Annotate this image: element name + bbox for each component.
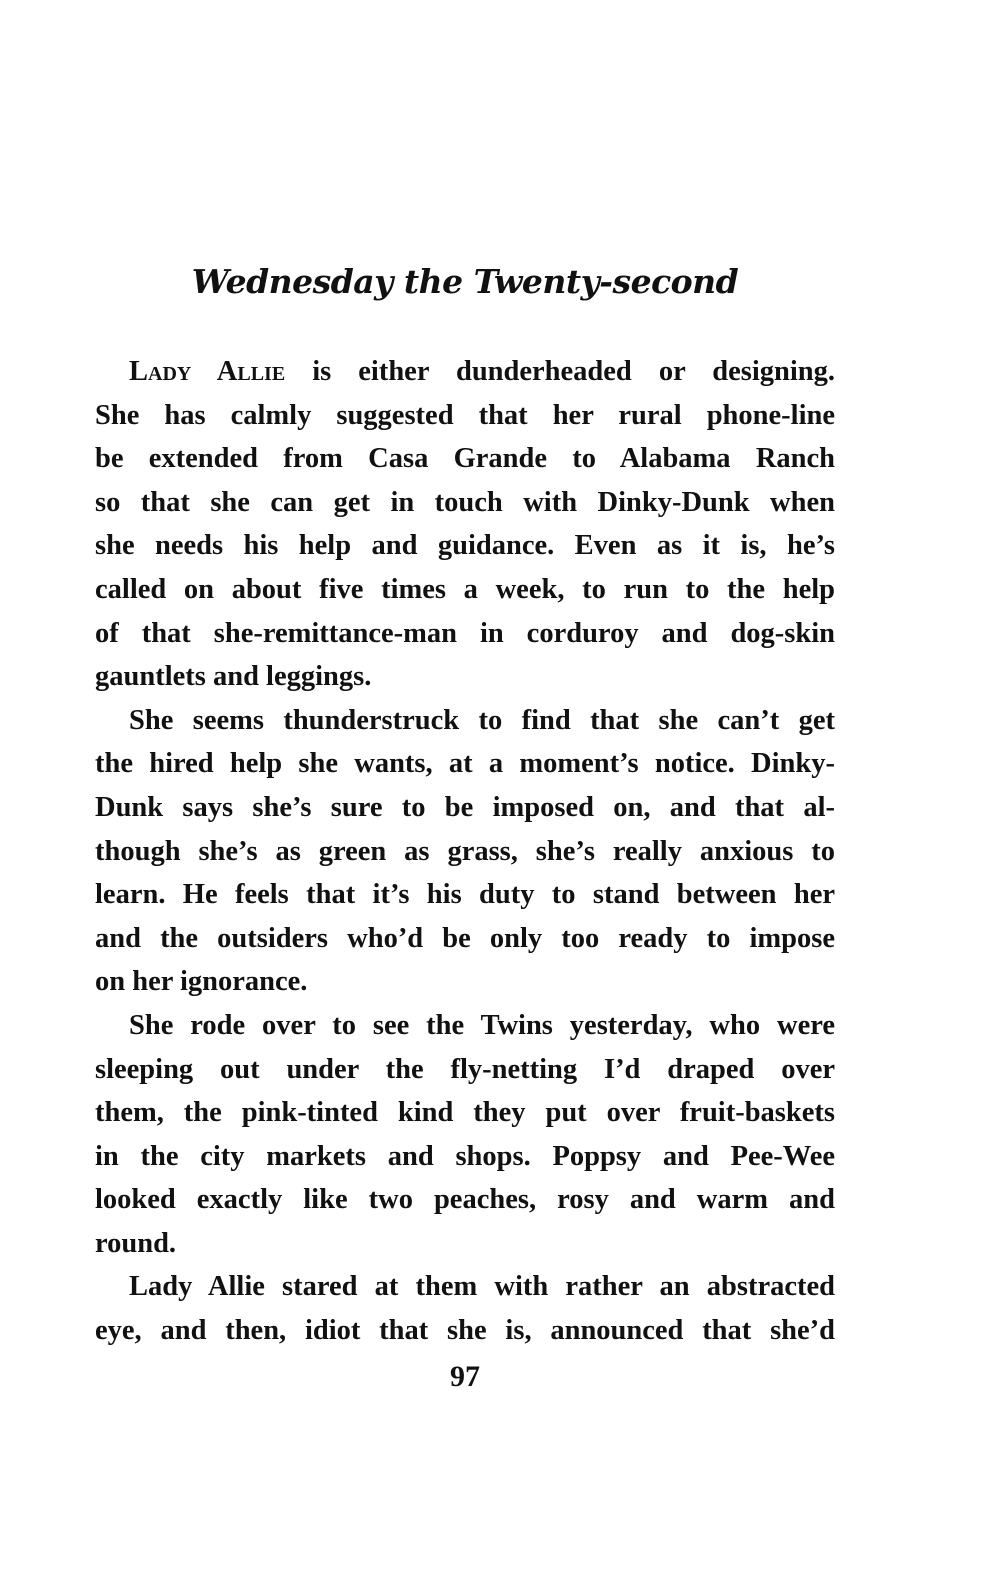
body-text <box>95 350 835 1353</box>
text-line: of that she-remittance-man in corduroy and dog-skin <box>95 617 835 649</box>
chapter-heading: Wednesday the Twenty-second <box>191 262 739 301</box>
text-line: Lady Allie is either dunderheaded or designing. <box>129 356 835 387</box>
paragraph-3 <box>95 1004 835 1266</box>
text-line: them, the pink-tinted kind they put over fruit-baskets <box>95 1097 835 1129</box>
text-line: eye, and then, idiot that she is, announced that she’d <box>95 1315 835 1347</box>
text-line: and the outsiders who’d be only too ready to impose <box>95 922 835 954</box>
text-line: Dunk says she’s sure to be imposed on, and that al- <box>95 791 835 823</box>
text-line: learn. He feels that it’s his duty to stand between her <box>95 879 835 911</box>
paragraph-1 <box>95 350 835 699</box>
text-line: gauntlets and leggings. <box>95 661 372 693</box>
page-number: 97 <box>450 1360 480 1393</box>
text-line: though she’s as green as grass, she’s really anxious to <box>95 835 835 867</box>
paragraph-4 <box>95 1265 835 1352</box>
text-line: round. <box>95 1227 177 1259</box>
text-line: in the city markets and shops. Poppsy and Pee-Wee <box>95 1140 835 1172</box>
text-line: on her ignorance. <box>95 966 308 998</box>
lead-small-caps: Lady Allie <box>129 356 286 387</box>
text-line: sleeping out under the fly-netting I’d draped over <box>95 1053 835 1085</box>
text-line: looked exactly like two peaches, rosy and warm and <box>95 1184 835 1216</box>
text-line: the hired help she wants, at a moment’s notice. Dinky- <box>95 748 835 780</box>
text-line: She has calmly suggested that her rural phone-line <box>95 399 835 431</box>
text-line: called on about five times a week, to run to the help <box>95 573 835 605</box>
text-line: Lady Allie stared at them with rather an abstracted <box>129 1271 835 1303</box>
text-line: be extended from Casa Grande to Alabama Ranch <box>95 443 835 475</box>
text-line: she needs his help and guidance. Even as it is, he’s <box>95 530 835 562</box>
paragraph-2 <box>95 699 835 1004</box>
text-line: She seems thunderstruck to find that she can’t get <box>129 704 835 736</box>
text-line: She rode over to see the Twins yesterday, who were <box>129 1009 835 1041</box>
text-line: so that she can get in touch with Dinky-Dunk when <box>95 486 835 518</box>
